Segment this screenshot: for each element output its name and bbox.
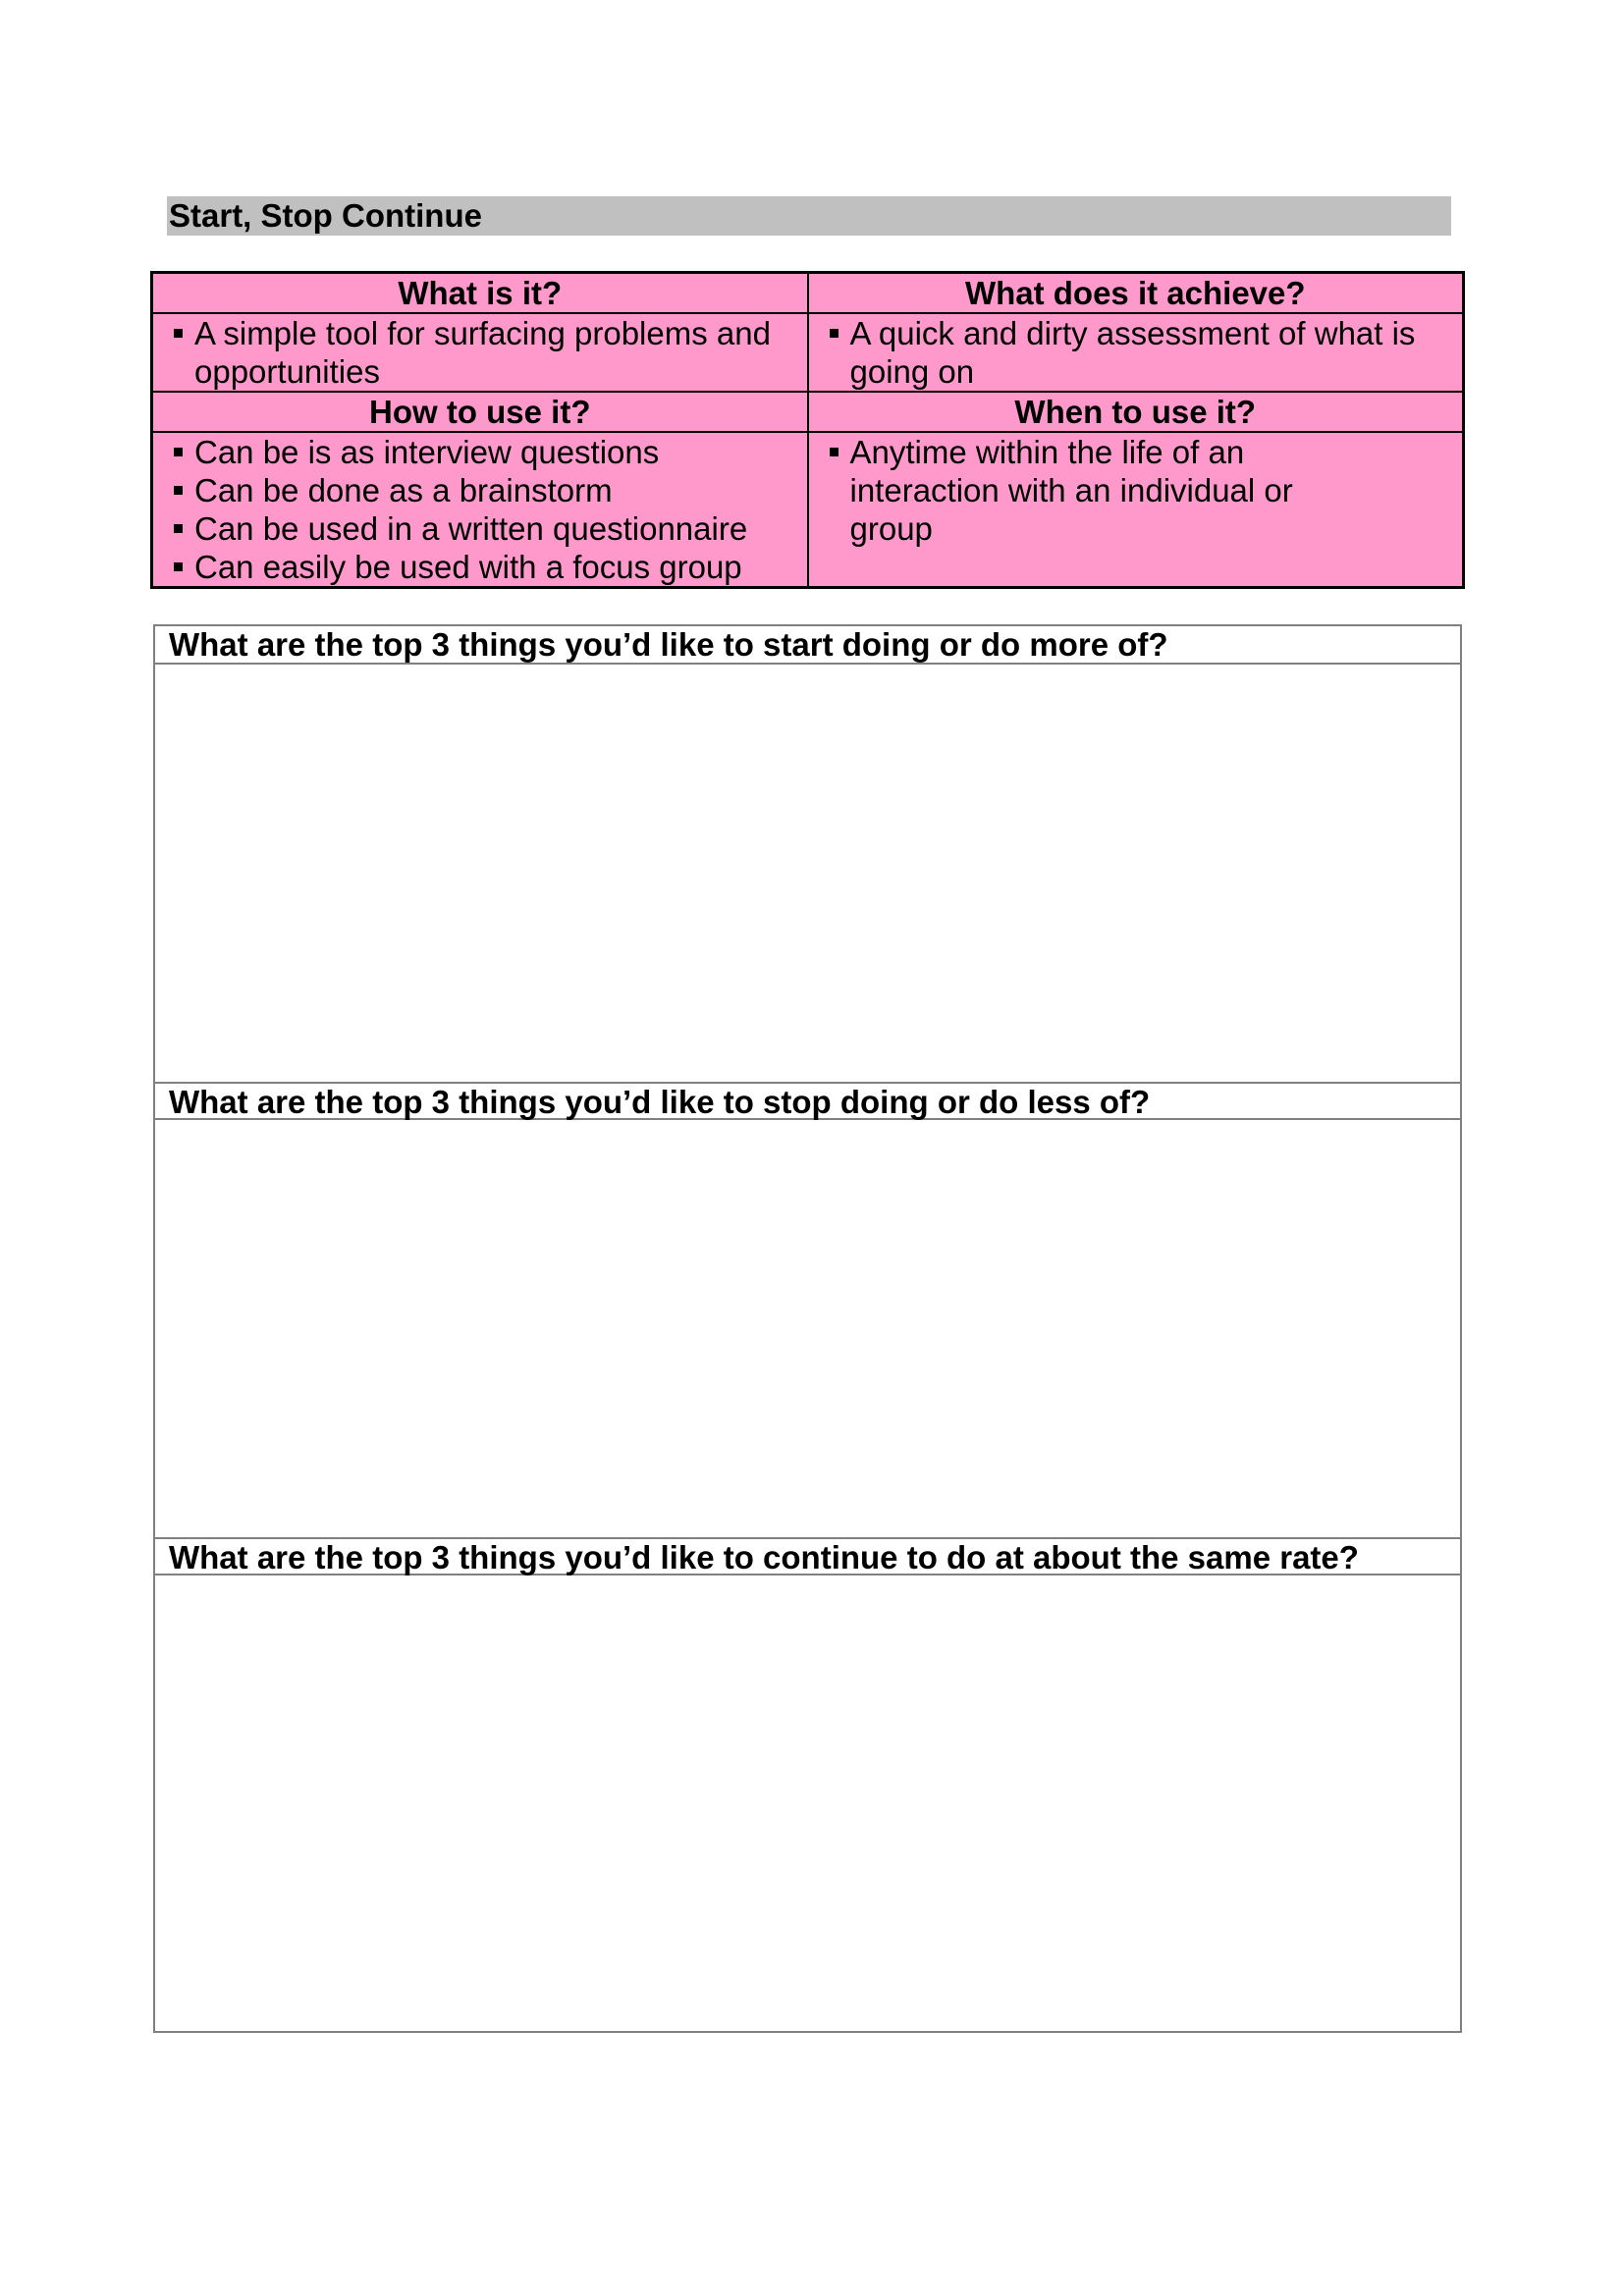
answer-area-continue[interactable] (155, 1575, 1460, 2031)
how-to-use-cell (152, 432, 808, 588)
answer-area-start[interactable] (155, 665, 1460, 1082)
question-prompt: What are the top 3 things you’d like to stop doing or do less of? (155, 1082, 1460, 1120)
what-is-it-heading: What is it? (152, 273, 808, 314)
info-table-header-row (152, 392, 1464, 432)
list-item: Can be done as a brainstorm (173, 471, 807, 509)
list-item: Can easily be used with a focus group (173, 548, 807, 586)
answer-area-stop[interactable] (155, 1120, 1460, 1537)
info-table-content-row (152, 432, 1464, 588)
when-to-use-heading: When to use it? (808, 392, 1464, 432)
how-to-use-list (153, 433, 807, 586)
what-is-it-list (153, 314, 807, 391)
questions-form (153, 624, 1462, 2033)
how-to-use-heading: How to use it? (152, 392, 808, 432)
when-to-use-list (809, 433, 1463, 548)
list-item: Can be used in a written questionnaire (173, 509, 807, 548)
page-title: Start, Stop Continue (167, 196, 1451, 236)
list-item: Can be is as interview questions (173, 433, 807, 471)
question-prompt: What are the top 3 things you’d like to continue to do at about the same rate? (155, 1537, 1460, 1575)
list-item: A simple tool for surfacing problems and opportunities (173, 314, 807, 391)
when-to-use-cell (808, 432, 1464, 588)
list-item: A quick and dirty assessment of what is going on (829, 314, 1424, 391)
what-does-it-achieve-heading: What does it achieve? (808, 273, 1464, 314)
info-table (150, 271, 1465, 589)
what-does-it-achieve-cell (808, 313, 1464, 392)
list-item: Anytime within the life of an interaction with an individual or group (829, 433, 1375, 548)
what-does-it-achieve-list (809, 314, 1463, 391)
info-table-header-row (152, 273, 1464, 314)
question-start (155, 626, 1460, 1082)
question-continue (155, 1537, 1460, 2031)
question-stop (155, 1082, 1460, 1537)
what-is-it-cell (152, 313, 808, 392)
question-prompt: What are the top 3 things you’d like to start doing or do more of? (155, 626, 1460, 665)
info-table-content-row (152, 313, 1464, 392)
